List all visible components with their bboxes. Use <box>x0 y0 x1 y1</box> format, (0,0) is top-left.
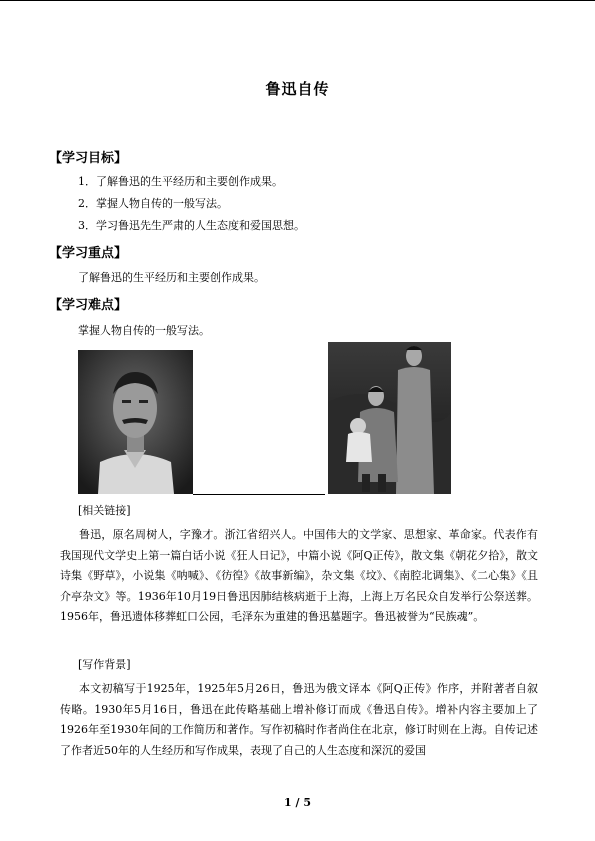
goal-item: 3．学习鲁迅先生严肃的人生态度和爱国思想。 <box>78 219 305 232</box>
difficulty-text: 掌握人物自传的一般写法。 <box>78 324 210 337</box>
goals-heading: 【学习目标】 <box>49 151 128 166</box>
related-label: [相关链接] <box>78 504 131 517</box>
difficulty-heading: 【学习难点】 <box>49 298 128 313</box>
focus-text: 了解鲁迅的生平经历和主要创作成果。 <box>78 271 265 284</box>
page-number: 1 / 5 <box>284 796 311 809</box>
portrait-photo <box>78 350 193 494</box>
goal-item: 2．掌握人物自传的一般写法。 <box>78 197 228 210</box>
blank-underline <box>193 494 325 495</box>
background-paragraph: 本文初稿写于1925年，1925年5月26日，鲁迅为俄文译本《阿Q正传》作序，并附著者自叙传略。1930年5月16日，鲁迅在此传略基础上增补修订而成《鲁迅自传》。增补内容主要加上了1926年至1930年间的工作简历和著作。写作初稿时作者尚住在北京，修订时则在上海。自传记述了作者近50年的人生经历和写作成果，表现了自己的人生态度和深沉的爱国 <box>60 682 538 757</box>
goal-item: 1．了解鲁迅的生平经历和主要创作成果。 <box>78 175 283 188</box>
page-title: 鲁迅自传 <box>265 80 330 98</box>
focus-heading: 【学习重点】 <box>49 246 128 261</box>
background-label: [写作背景] <box>78 658 131 671</box>
family-photo <box>328 342 451 494</box>
related-paragraph: 鲁迅，原名周树人，字豫才。浙江省绍兴人。中国伟大的文学家、思想家、革命家。代表作有我国现代文学史上第一篇白话小说《狂人日记》，中篇小说《阿Q正传》，散文集《朝花夕拾》，散文诗集《野草》，小说集《呐喊》、《彷徨》《故事新编》，杂文集《坟》、《南腔北调集》、《二心集》《且介亭杂文》等。1936年10月19日鲁迅因肺结核病逝于上海，上海上万名民众自发举行公祭送葬。1956年，鲁迅遗体移葬虹口公园，毛泽东为重建的鲁迅墓题字。鲁迅被誉为“民族魂”。 <box>60 528 538 624</box>
top-rule <box>0 0 595 1</box>
